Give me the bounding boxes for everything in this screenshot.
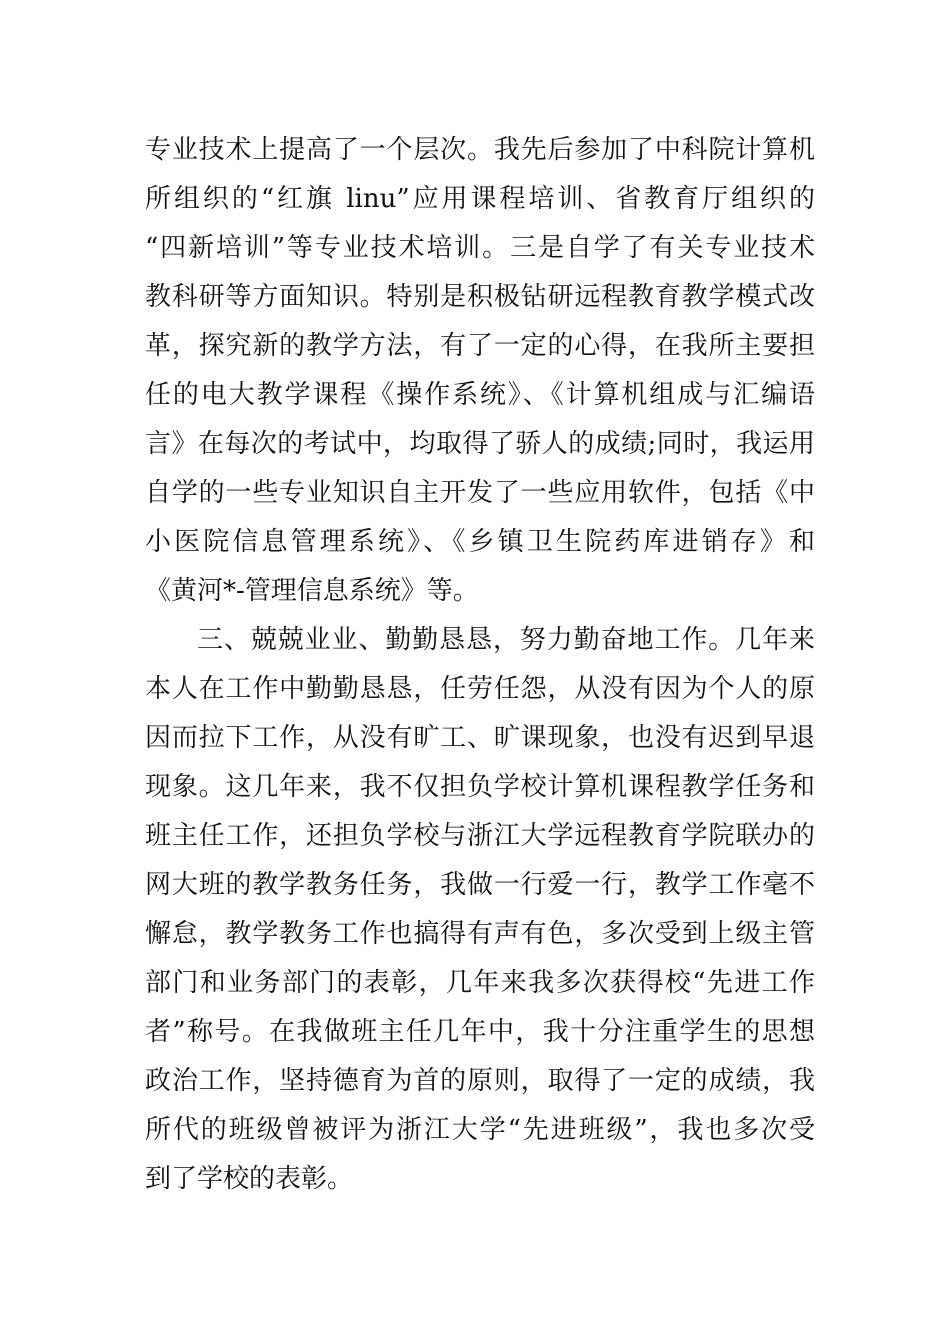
text-line: 部门和业务部门的表彰，几年来我多次获得校“先进工作 [145,968,815,998]
text-line: 现象。这几年来，我不仅担负学校计算机课程教学任务和 [145,772,815,802]
paragraph-diligent-work [145,616,815,1204]
text-line: 教科研等方面知识。特别是积极钻研远程教育教学模式改 [145,282,815,312]
text-line: 网大班的教学教务任务，我做一行爱一行，教学工作毫不 [145,870,815,900]
text-line: 班主任工作，还担负学校与浙江大学远程教育学院联办的 [145,821,815,851]
text-line: 《黄河*-管理信息系统》等。 [145,576,479,606]
text-line: 自学的一些专业知识自主开发了一些应用软件，包括《中 [145,478,815,508]
paragraph-professional-training [145,126,815,616]
text-line: 懈怠，教学教务工作也搞得有声有色，多次受到上级主管 [145,919,815,949]
text-line: 任的电大教学课程《操作系统》、《计算机组成与汇编语 [145,380,815,410]
text-line: 革，探究新的教学方法，有了一定的心得，在我所主要担 [145,331,815,361]
text-line: 所组织的“红旗 linu”应用课程培训、省教育厅组织的 [145,184,815,214]
text-line: 因而拉下工作，从没有旷工、旷课现象，也没有迟到早退 [145,723,815,753]
text-line: 所代的班级曾被评为浙江大学“先进班级”，我也多次受 [145,1115,815,1145]
document-body [145,126,815,1204]
text-line: 三、兢兢业业、勤勤恳恳，努力勤奋地工作。几年来 [197,625,815,655]
text-line: “四新培训”等专业技术培训。三是自学了有关专业技术 [145,233,815,263]
text-line: 政治工作，坚持德育为首的原则，取得了一定的成绩，我 [145,1066,815,1096]
text-line: 本人在工作中勤勤恳恳，任劳任怨，从没有因为个人的原 [145,674,815,704]
text-line: 者”称号。在我做班主任几年中，我十分注重学生的思想 [145,1017,815,1047]
text-line: 到了学校的表彰。 [145,1164,354,1194]
text-line: 专业技术上提高了一个层次。我先后参加了中科院计算机 [145,135,815,165]
text-line: 小医院信息管理系统》、《乡镇卫生院药库进销存》和 [145,527,815,557]
text-line: 言》在每次的考试中，均取得了骄人的成绩;同时，我运用 [145,429,815,459]
